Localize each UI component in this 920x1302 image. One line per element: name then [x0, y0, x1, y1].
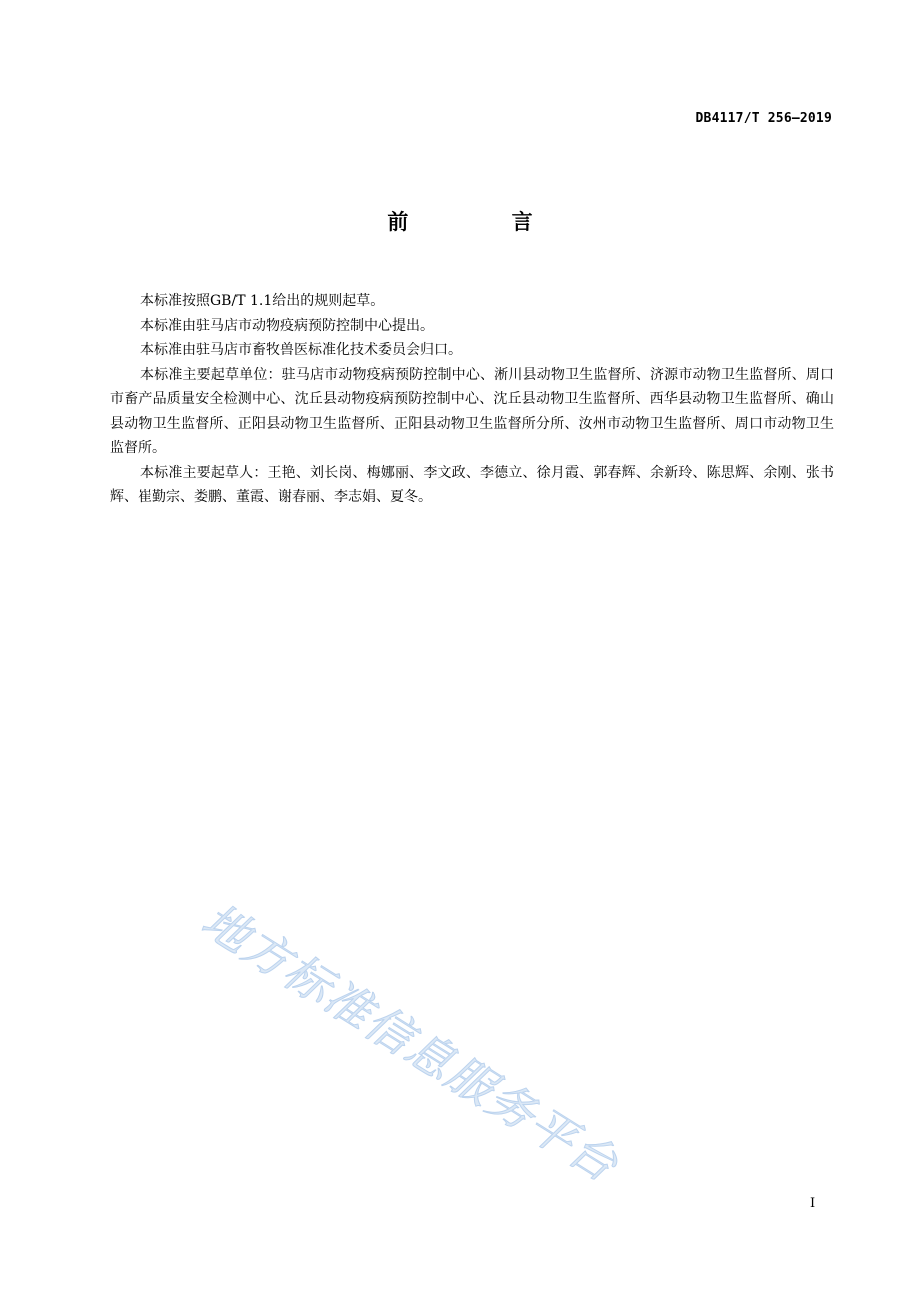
paragraph-administrator: 本标准由驻马店市畜牧兽医标准化技术委员会归口。: [140, 342, 462, 358]
paragraph-drafters: 本标准主要起草人：王艳、刘长岗、梅娜丽、李文政、李德立、徐月霞、郭春辉、余新玲、陈思辉、余刚、张书辉、崔勤宗、娄鹏、董霞、谢春丽、李志娟、夏冬。: [110, 464, 834, 505]
paragraph-drafting-rules: 本标准按照GB/T 1.1给出的规则起草。: [140, 293, 385, 309]
paragraph-drafting-units: 本标准主要起草单位：驻马店市动物疫病预防控制中心、淅川县动物卫生监督所、济源市动物卫生监督所、周口市畜产品质量安全检测中心、沈丘县动物疫病预防控制中心、沈丘县动物卫生监督所、西华县动物卫生监督所、确山县动物卫生监督所、正阳县动物卫生监督所、正阳县动物卫生监督所分所、汝州市动物卫生监督所、周口市动物卫生监督所。: [110, 366, 834, 456]
watermark: 地方标准信息服务平台: [192, 892, 629, 1193]
document-number: DB4117/T 256—2019: [695, 111, 832, 126]
page-number: I: [810, 1196, 816, 1211]
page-title: 前 言: [387, 210, 581, 234]
paragraph-proposer: 本标准由驻马店市动物疫病预防控制中心提出。: [140, 317, 434, 334]
body-text: [110, 289, 834, 510]
